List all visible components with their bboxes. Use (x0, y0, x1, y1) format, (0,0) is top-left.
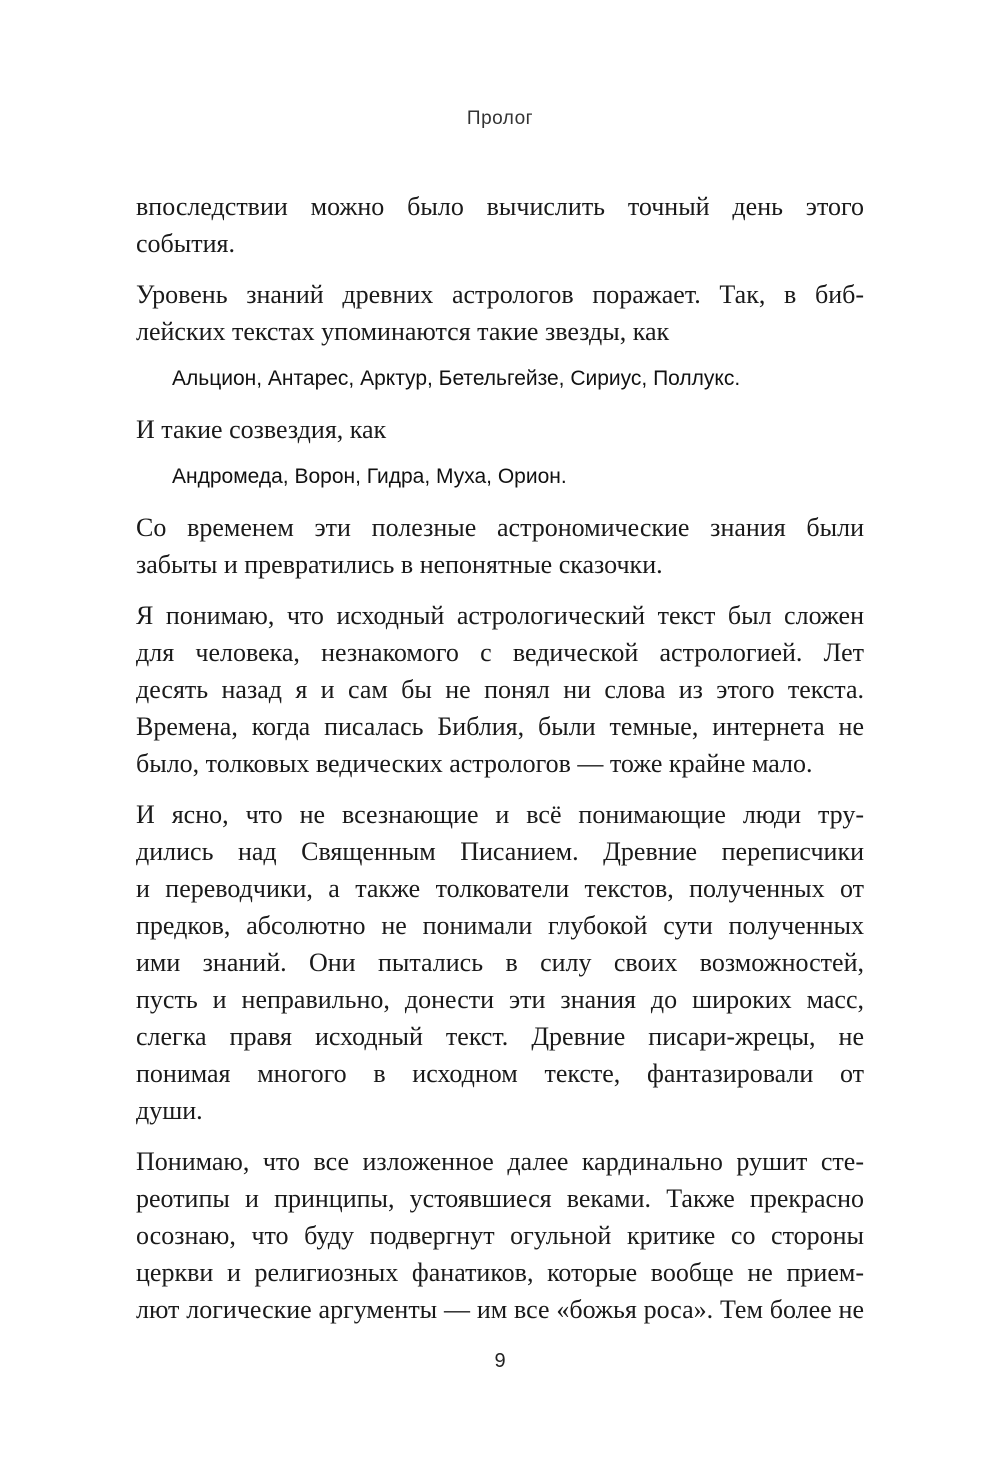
text-line: Понимаю, что все изложенное далее кардинально рушит сте- (136, 1147, 864, 1176)
text-line: предков, абсолютно не понимали глубокой сути полученных (136, 911, 864, 940)
text-line: и переводчики, а также толкователи текстов, полученных от (136, 874, 864, 903)
text-line: Уровень знаний древних астрологов поражает. Так, в биб- (136, 280, 864, 309)
text-line: слегка правя исходный текст. Древние писари-жрецы, не (136, 1022, 864, 1051)
paragraph (136, 1143, 864, 1328)
paragraph (136, 796, 864, 1129)
text-line: Времена, когда писалась Библия, были темные, интернета не (136, 712, 864, 741)
constellations-list: Андромеда, Ворон, Гидра, Муха, Орион. (172, 465, 567, 488)
text-line: лют логические аргументы — им все «божья роса». Тем более не (136, 1295, 864, 1324)
text-line: души. (136, 1096, 203, 1125)
paragraph (136, 411, 864, 448)
text-line: церкви и религиозных фанатиков, которые вообще не прием- (136, 1258, 864, 1287)
text-line: реотипы и принципы, устоявшиеся веками. Также прекрасно (136, 1184, 864, 1213)
text-line: понимая многого в исходном тексте, фантазировали от (136, 1059, 864, 1088)
text-line: десять назад я и сам бы не понял ни слова из этого текста. (136, 675, 864, 704)
text-line: дились над Священным Писанием. Древние переписчики (136, 837, 864, 866)
text-line: лейских текстах упоминаются такие звезды, как (136, 317, 670, 346)
text-line: ими знаний. Они пытались в силу своих возможностей, (136, 948, 864, 977)
page-number: 9 (494, 1350, 506, 1372)
text-line: осознаю, что буду подвергнут огульной критике со стороны (136, 1221, 864, 1250)
text-line: события. (136, 229, 235, 258)
text-line: Я понимаю, что исходный астрологический текст был сложен (136, 601, 864, 630)
running-head: Пролог (466, 108, 534, 129)
paragraph (136, 597, 864, 782)
text-line: пусть и неправильно, донести эти знания до широких масс, (136, 985, 864, 1014)
text-line: И ясно, что не всезнающие и всё понимающие люди тру- (136, 800, 864, 829)
text-line: для человека, незнакомого с ведической астрологией. Лет (136, 638, 864, 667)
stars-list: Альцион, Антарес, Арктур, Бетельгейзе, Сириус, Поллукс. (172, 367, 741, 390)
body-text (136, 188, 864, 1342)
text-line: забыты и превратились в непонятные сказочки. (136, 550, 663, 579)
text-line: И такие созвездия, как (136, 415, 387, 444)
text-line: впоследствии можно было вычислить точный день этого (136, 192, 864, 221)
paragraph (136, 276, 864, 350)
paragraph (136, 509, 864, 583)
text-line: Со временем эти полезные астрономические знания были (136, 513, 864, 542)
text-line: было, толковых ведических астрологов — тоже крайне мало. (136, 749, 813, 778)
paragraph (136, 188, 864, 262)
